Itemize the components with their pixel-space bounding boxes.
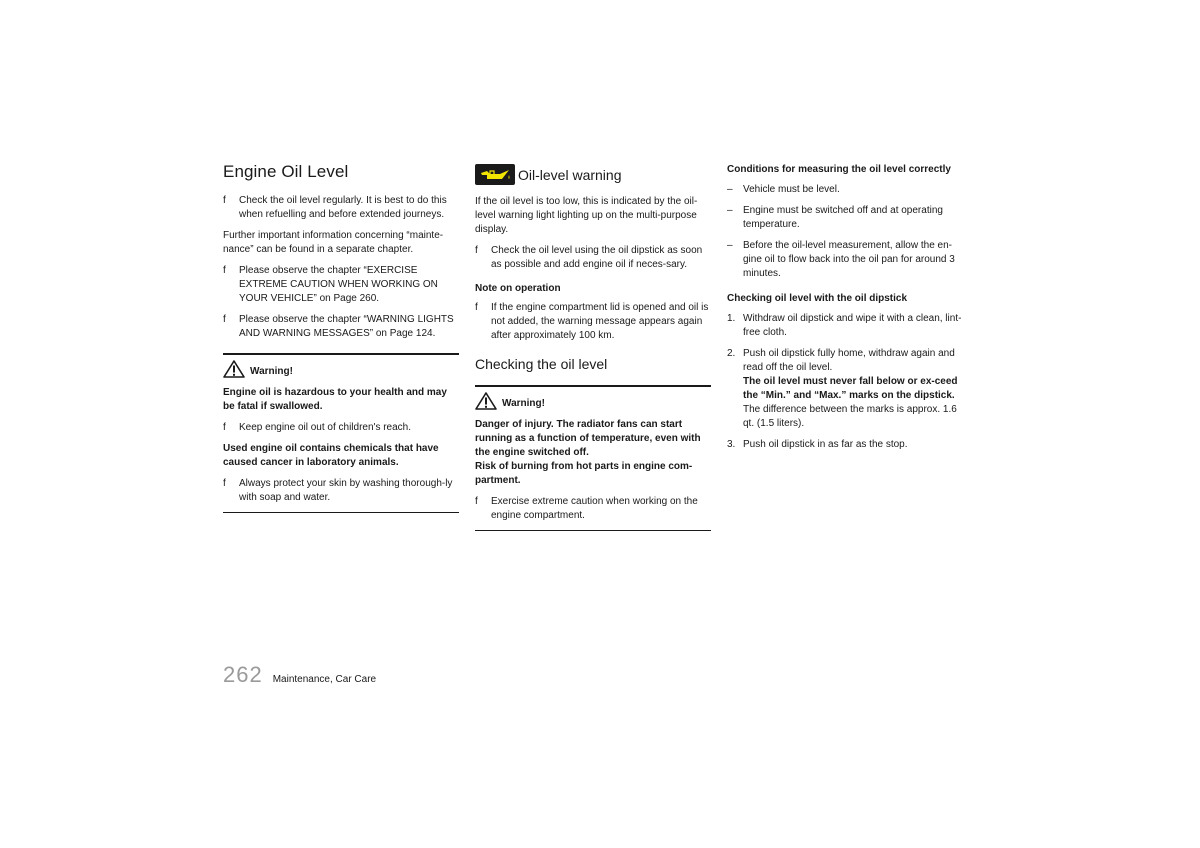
page-title: Engine Oil Level xyxy=(223,162,349,181)
step-number: 1. xyxy=(727,313,736,324)
list-item xyxy=(223,313,459,341)
divider xyxy=(223,512,459,513)
item-text: Engine must be switched off and at operating temperature. xyxy=(743,205,943,230)
warning-header xyxy=(223,353,459,378)
list-item xyxy=(727,183,963,197)
section-name: Maintenance, Car Care xyxy=(272,674,377,685)
item-text: If the engine compartment lid is opened and oil is not added, the warning message appears again after approximately 100 km. xyxy=(491,302,709,341)
section-heading xyxy=(475,164,711,185)
bullet-marker: f xyxy=(223,478,226,489)
item-note: The difference between the marks is approx. 1.6 qt. (1.5 liters). xyxy=(743,404,957,429)
page-footer xyxy=(223,662,376,688)
dash-marker: – xyxy=(727,205,733,216)
item-text: Always protect your skin by washing thorough-ly with soap and water. xyxy=(239,478,453,503)
bullet-marker: f xyxy=(223,422,226,433)
item-text: Before the oil-level measurement, allow the en-gine oil to flow back into the oil pan for around 3 minutes. xyxy=(743,240,955,279)
section-heading: Checking oil level with the oil dipstick xyxy=(727,293,908,304)
item-text: Check the oil level using the oil dipstick as soon as possible and add engine oil if neces-sary. xyxy=(491,245,703,270)
warning-bold-text: Engine oil is hazardous to your health and may be fatal if swallowed. xyxy=(223,387,447,412)
item-text: Keep engine oil out of children's reach. xyxy=(239,422,412,433)
list-item xyxy=(727,347,963,431)
note-heading: Note on operation xyxy=(475,283,561,294)
item-text: Withdraw oil dipstick and wipe it with a clean, lint-free cloth. xyxy=(743,313,962,338)
section-title: Oil-level warning xyxy=(518,166,622,183)
list-item xyxy=(727,239,963,281)
list-item xyxy=(475,244,711,272)
item-bold-text: The oil level must never fall below or ex-ceed the “Min.” and “Max.” marks on the dipstick. xyxy=(743,376,958,401)
column-engine-oil-level xyxy=(223,160,459,513)
item-text: Please observe the chapter “EXERCISE EXTREME CAUTION WHEN WORKING ON YOUR VEHICLE” on Page 260. xyxy=(239,265,438,304)
warning-bold-text: Used engine oil contains chemicals that have caused cancer in laboratory animals. xyxy=(223,443,439,468)
section-title: Checking the oil level xyxy=(475,356,608,372)
item-text: Exercise extreme caution when working on the engine compartment. xyxy=(491,496,698,521)
bullet-marker: f xyxy=(223,265,226,276)
warning-triangle-icon xyxy=(223,360,245,378)
dash-marker: – xyxy=(727,184,733,195)
list-item xyxy=(223,477,459,505)
list-item xyxy=(475,301,711,343)
column-oil-level-warning xyxy=(475,160,711,531)
list-item xyxy=(223,264,459,306)
bullet-marker: f xyxy=(223,314,226,325)
list-item xyxy=(475,495,711,523)
item-text: Vehicle must be level. xyxy=(743,184,840,195)
bullet-marker: f xyxy=(475,496,478,507)
list-item xyxy=(727,312,963,340)
warning-triangle-icon xyxy=(475,392,497,410)
item-text: Check the oil level regularly. It is best to do this when refuelling and before extended journeys. xyxy=(239,195,447,220)
warning-label: Warning! xyxy=(250,366,293,377)
list-item xyxy=(223,194,459,222)
page-number: 262 xyxy=(223,662,263,687)
paragraph: If the oil level is too low, this is indicated by the oil-level warning light lighting up on the multi-purpose display. xyxy=(475,196,698,235)
warning-header xyxy=(475,385,711,410)
item-text: Please observe the chapter “WARNING LIGHTS AND WARNING MESSAGES” on Page 124. xyxy=(239,314,454,339)
step-number: 2. xyxy=(727,348,736,359)
paragraph: Further important information concerning “mainte-nance” can be found in a separate chapter. xyxy=(223,230,444,255)
warning-bold-text: Danger of injury. The radiator fans can start running as a function of temperature, even with the engine switched off. xyxy=(475,419,701,458)
item-text: Push oil dipstick fully home, withdraw again and read off the oil level. xyxy=(743,348,955,373)
bullet-marker: f xyxy=(475,302,478,313)
warning-bold-text: Risk of burning from hot parts in engine com-partment. xyxy=(475,461,693,486)
bullet-marker: f xyxy=(475,245,478,256)
divider xyxy=(475,530,711,531)
list-item xyxy=(727,438,963,452)
step-number: 3. xyxy=(727,439,736,450)
bullet-marker: f xyxy=(223,195,226,206)
list-item xyxy=(727,204,963,232)
column-conditions xyxy=(727,160,963,459)
item-text: Push oil dipstick in as far as the stop. xyxy=(743,439,908,450)
section-heading: Conditions for measuring the oil level correctly xyxy=(727,164,951,175)
warning-label: Warning! xyxy=(502,398,545,409)
dash-marker: – xyxy=(727,240,733,251)
list-item xyxy=(223,421,459,435)
oil-can-icon xyxy=(475,164,515,185)
